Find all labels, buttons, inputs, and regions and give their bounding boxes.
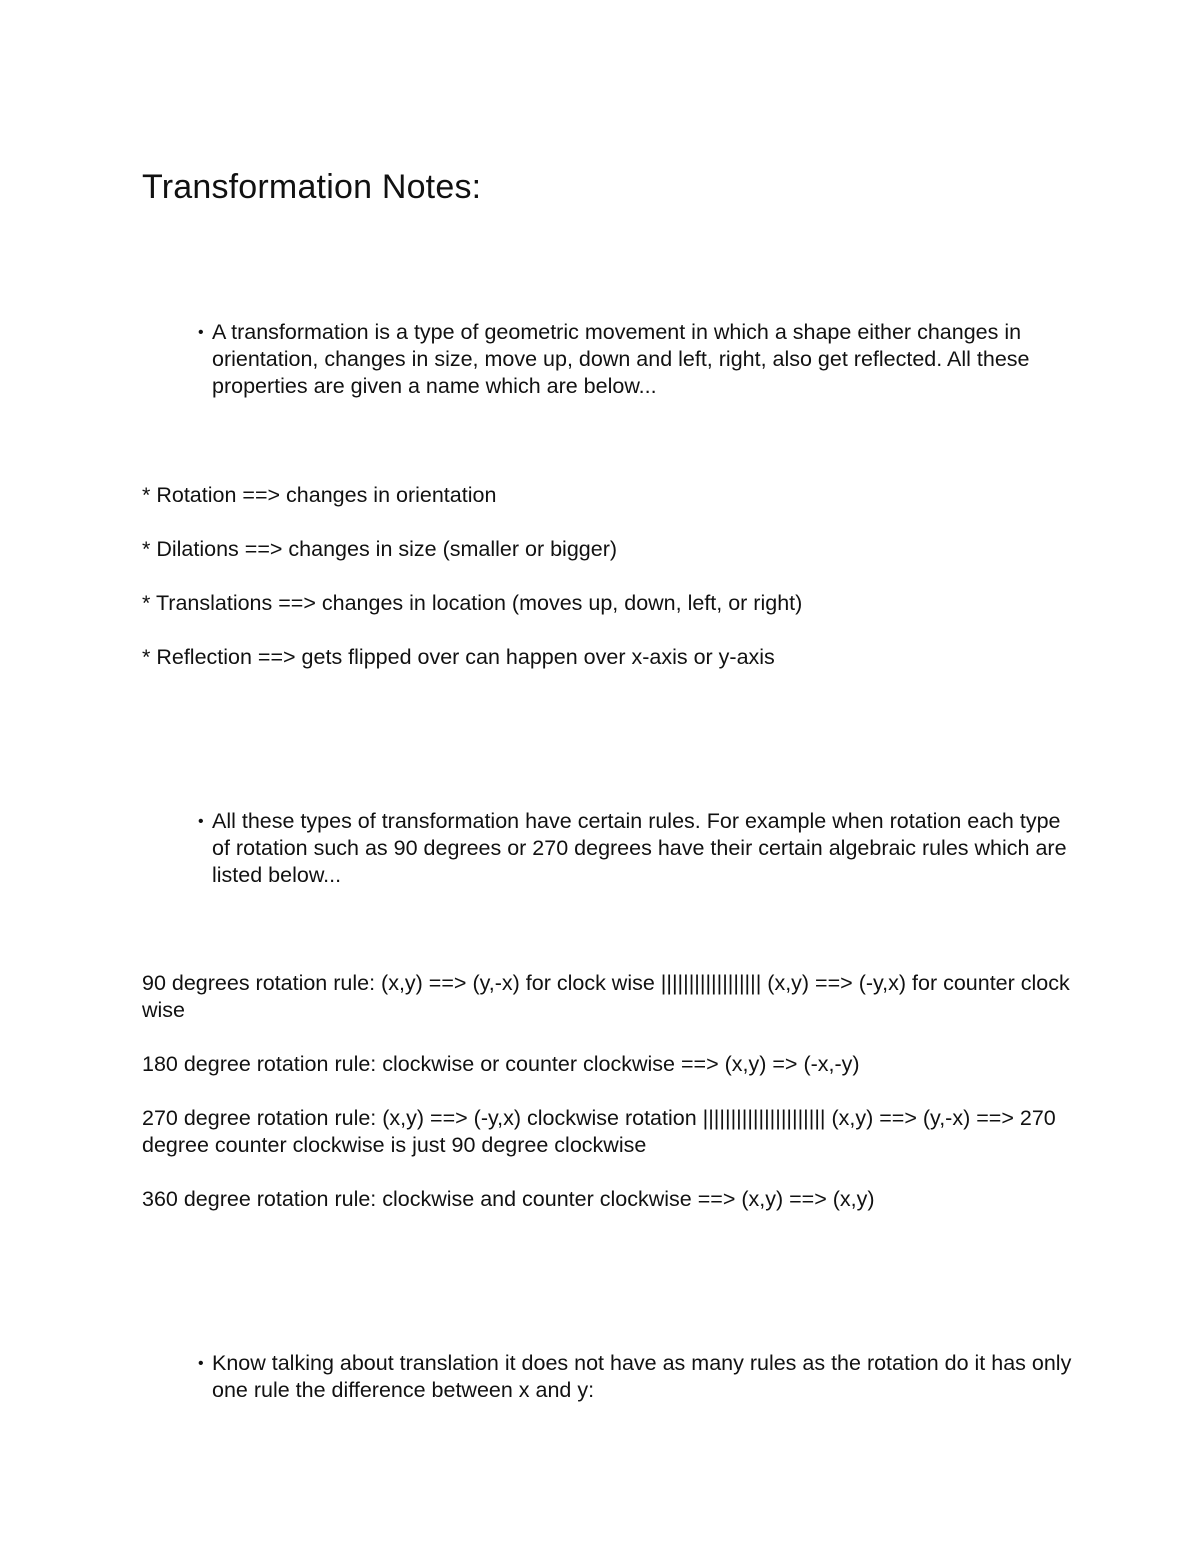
- bullet-icon: •: [198, 813, 204, 830]
- bullet-text: All these types of transformation have certain rules. For example when rotation each type of rotation such as 90 degrees or 270 degrees have their certain algebraic rules which are listed below...: [212, 809, 1067, 887]
- bullet-transformation-definition: [198, 319, 1078, 400]
- bullet-text: Know talking about translation it does not have as many rules as the rotation do it has only one rule the difference between x and y:: [212, 1351, 1072, 1402]
- type-dilations: * Dilations ==> changes in size (smaller or bigger): [142, 537, 618, 561]
- bullet-icon: •: [198, 324, 204, 341]
- rule-360-degrees: 360 degree rotation rule: clockwise and counter clockwise ==> (x,y) ==> (x,y): [142, 1187, 875, 1211]
- type-rotation: * Rotation ==> changes in orientation: [142, 483, 497, 507]
- bullet-icon: •: [198, 1355, 204, 1372]
- bullet-transformation-rules: [198, 808, 1078, 889]
- rule-90-degrees: 90 degrees rotation rule: (x,y) ==> (y,-x) for clock wise |||||||||||||||||| (x,y) ==> (-y,x) for counter clock wise: [142, 971, 1070, 1022]
- bullet-translation-rule: [198, 1350, 1078, 1404]
- page-title: Transformation Notes:: [142, 168, 482, 206]
- type-translations: * Translations ==> changes in location (moves up, down, left, or right): [142, 591, 803, 615]
- rule-270-degrees: 270 degree rotation rule: (x,y) ==> (-y,x) clockwise rotation |||||||||||||||||||||| (x,y) ==> (y,-x) ==> 270 degree counter clockwise is just 90 degree clockwise: [142, 1106, 1056, 1157]
- type-reflection: * Reflection ==> gets flipped over can happen over x-axis or y-axis: [142, 645, 775, 669]
- rule-180-degrees: 180 degree rotation rule: clockwise or counter clockwise ==> (x,y) => (-x,-y): [142, 1052, 860, 1076]
- bullet-text: A transformation is a type of geometric movement in which a shape either changes in orientation, changes in size, move up, down and left, right, also get reflected. All these properties are given a name which are below...: [212, 320, 1030, 398]
